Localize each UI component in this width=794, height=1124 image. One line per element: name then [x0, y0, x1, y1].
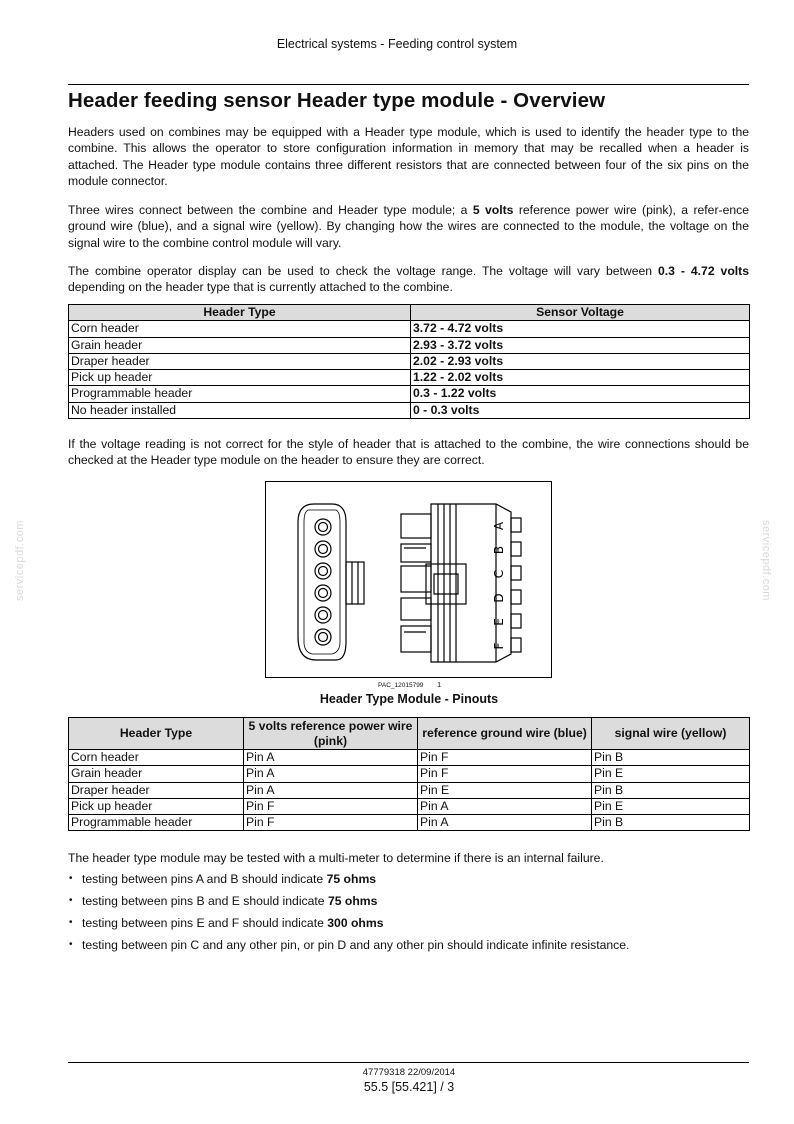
table-cell: Draper header [69, 353, 411, 369]
watermark-right: servicepdf.com [760, 520, 772, 601]
table-cell: 3.72 - 4.72 volts [411, 321, 750, 337]
table-row [69, 750, 750, 766]
table-cell: 1.22 - 2.02 volts [411, 370, 750, 386]
table-cell: Pick up header [69, 798, 244, 814]
pin-label-b: B [492, 545, 506, 555]
list-item: • testing between pins A and B should indicate 75 ohms [68, 871, 629, 893]
table-cell: Pin B [592, 750, 750, 766]
table-cell: Pin E [418, 782, 592, 798]
table-cell: Draper header [69, 782, 244, 798]
pinout-table [68, 717, 750, 831]
table-row [69, 386, 750, 402]
col-header-type: Header Type [69, 718, 244, 750]
watermark-left: servicepdf.com [14, 520, 26, 601]
table-cell: Pin F [418, 766, 592, 782]
table-cell: Pin A [418, 815, 592, 831]
table-cell: Pin B [592, 782, 750, 798]
figure-caption: Header Type Module - Pinouts [319, 692, 499, 706]
table-cell: Corn header [69, 321, 411, 337]
table-cell: Programmable header [69, 815, 244, 831]
pin-label-d: D [492, 593, 506, 603]
table-cell: 2.02 - 2.93 volts [411, 353, 750, 369]
figure-number: 1 [437, 680, 442, 689]
table-cell: Pin F [418, 750, 592, 766]
table-cell: Grain header [69, 766, 244, 782]
table-cell: 0 - 0.3 volts [411, 402, 750, 418]
table-cell: Grain header [69, 337, 411, 353]
pinout-figure [265, 481, 552, 678]
footer-rule [68, 1062, 749, 1063]
test-intro: The header type module may be tested with a multi-meter to determine if there is an internal failure. [68, 851, 604, 865]
test-list [68, 871, 629, 959]
pin-label-f: F [492, 642, 506, 650]
intro-paragraph-2: Three wires connect between the combine and Header type module; a 5 volts reference power wire (pink), a refer-ence ground wire (blue), and a signal wire (yellow). By changing how the wires are connected to the module, the voltage on the signal wire to the combine control module will vary. [68, 203, 750, 250]
table-cell: Pin E [592, 798, 750, 814]
table-cell: Pin A [244, 782, 418, 798]
intro-paragraph-3: The combine operator display can be used to check the voltage range. The voltage will vary between 0.3 - 4.72 volts depending on the header type that is currently attached to the combine. [68, 264, 749, 295]
pinout-table-header-row [69, 718, 750, 750]
intro-paragraph-1: Headers used on combines may be equipped with a Header type module, which is used to identify the header type to the combine. This allows the operator to store configuration information in memory that may be recalled when a header is attached. The Header type module contains three different resistors that are connected between four of the six pins on the module connector. [68, 125, 749, 188]
table-cell: Pin A [244, 766, 418, 782]
figure-id: PAC_12015799 [378, 682, 424, 689]
doc-id: 47779318 22/09/2014 [362, 1067, 456, 1078]
table-row [69, 353, 750, 369]
list-item: • testing between pin C and any other pin, or pin D and any other pin should indicate infinite resistance. [68, 937, 629, 959]
table-cell: Pin F [244, 815, 418, 831]
table-cell: No header installed [69, 402, 411, 418]
running-header: Electrical systems - Feeding control system [276, 37, 518, 51]
list-item: • testing between pins E and F should indicate 300 ohms [68, 915, 629, 937]
pin-label-c: C [492, 569, 506, 579]
table-row [69, 321, 750, 337]
col-signal-wire: signal wire (yellow) [592, 718, 750, 750]
table-cell: Programmable header [69, 386, 411, 402]
voltage-table [68, 304, 750, 419]
table-cell: Corn header [69, 750, 244, 766]
list-item: • testing between pins B and E should indicate 75 ohms [68, 893, 629, 915]
table-row [69, 815, 750, 831]
table-row [69, 798, 750, 814]
header-rule [68, 84, 749, 85]
table-row [69, 370, 750, 386]
connector-drawing [266, 482, 551, 677]
col-ground-wire: reference ground wire (blue) [418, 718, 592, 750]
table-cell: Pin B [592, 815, 750, 831]
table-row [69, 337, 750, 353]
table-row [69, 782, 750, 798]
table-cell: Pin A [244, 750, 418, 766]
pin-label-e: E [492, 618, 506, 626]
table-row [69, 402, 750, 418]
table-cell: Pick up header [69, 370, 411, 386]
voltage-table-header-row [69, 305, 750, 321]
check-note: If the voltage reading is not correct for the style of header that is attached to the combine, the wire connections should be checked at the Header type module on the header to ensure they are correct. [68, 437, 749, 468]
table-cell: 2.93 - 3.72 volts [411, 337, 750, 353]
table-cell: Pin E [592, 766, 750, 782]
table-cell: Pin F [244, 798, 418, 814]
table-cell: Pin A [418, 798, 592, 814]
table-cell: 0.3 - 1.22 volts [411, 386, 750, 402]
table-row [69, 766, 750, 782]
col-power-wire: 5 volts reference power wire (pink) [244, 718, 418, 750]
page-title: Header feeding sensor Header type module - Overview [68, 89, 606, 112]
pin-label-a: A [492, 521, 506, 531]
page-number: 55.5 [55.421] / 3 [363, 1080, 455, 1094]
col-sensor-voltage: Sensor Voltage [411, 305, 750, 321]
col-header-type: Header Type [69, 305, 411, 321]
